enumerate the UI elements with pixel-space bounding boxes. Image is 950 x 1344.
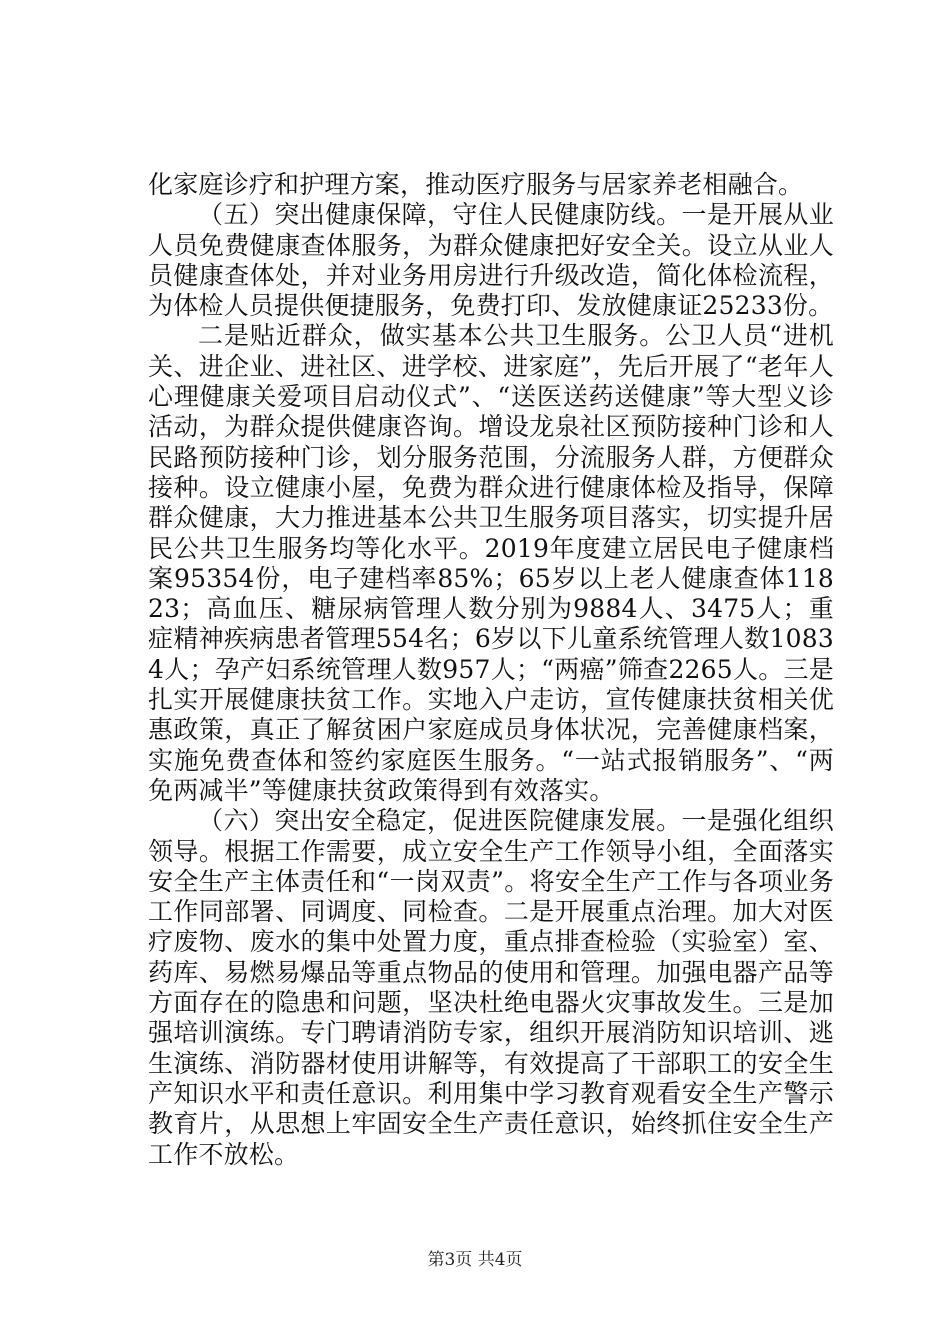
paragraph-public-health-services: 二是贴近群众，做实基本公共卫生服务。公卫人员“进机关、进企业、进社区、进学校、进家庭”，先后开展了“老年人心理健康关爱项目启动仪式”、“送医送药送健康”等大型义诊活动，为群众提供健康咨询。增设龙泉社区预防接种门诊和人民路预防接种门诊，划分服务范围，分流服务人群，方便群众接种。设立健康小屋，免费为群众进行健康体检及指导，保障群众健康，大力推进基本公共卫生服务项目落实，切实提升居民公共卫生服务均等化水平。2019年度建立居民电子健康档案95354份，电子建档率85%；65岁以上老人健康查体11823；高血压、糖尿病管理人数分别为9884人、3475人；重症精神疾病患者管理554名；6岁以下儿童系统管理人数10834人；孕产妇系统管理人数957人；“两癌”筛查2265人。三是扎实开展健康扶贫工作。实地入户走访，宣传健康扶贫相关优惠政策，真正了解贫困户家庭成员身体状况，完善健康档案，实施免费查体和签约家庭医生服务。“一站式报销服务”、“两免两减半”等健康扶贫政策得到有效落实。 <box>148 321 834 805</box>
paragraph-health-security: （五）突出健康保障，守住人民健康防线。一是开展从业人员免费健康查体服务，为群众健康把好安全关。设立从业人员健康查体处，并对业务用房进行升级改造，简化体检流程，为体检人员提供便捷服务，免费打印、发放健康证25233份。 <box>148 200 834 321</box>
document-body <box>148 170 834 1170</box>
paragraph-safety-stability: （六）突出安全稳定，促进医院健康发展。一是强化组织领导。根据工作需要，成立安全生产工作领导小组，全面落实安全生产主体责任和“一岗双责”。将安全生产工作与各项业务工作同部署、同调度、同检查。二是开展重点治理。加大对医疗废物、废水的集中处置力度，重点排查检验（实验室）室、药库、易燃易爆品等重点物品的使用和管理。加强电器产品等方面存在的隐患和问题，坚决杜绝电器火灾事故发生。三是加强培训演练。专门聘请消防专家，组织开展消防知识培训、逃生演练、消防器材使用讲解等，有效提高了干部职工的安全生产知识水平和责任意识。利用集中学习教育观看安全生产警示教育片，从思想上牢固安全生产责任意识，始终抓住安全生产工作不放松。 <box>148 806 834 1169</box>
page-number-footer: 第3页 共4页 <box>427 1250 523 1270</box>
paragraph-continuation: 化家庭诊疗和护理方案，推动医疗服务与居家养老相融合。 <box>148 170 804 199</box>
